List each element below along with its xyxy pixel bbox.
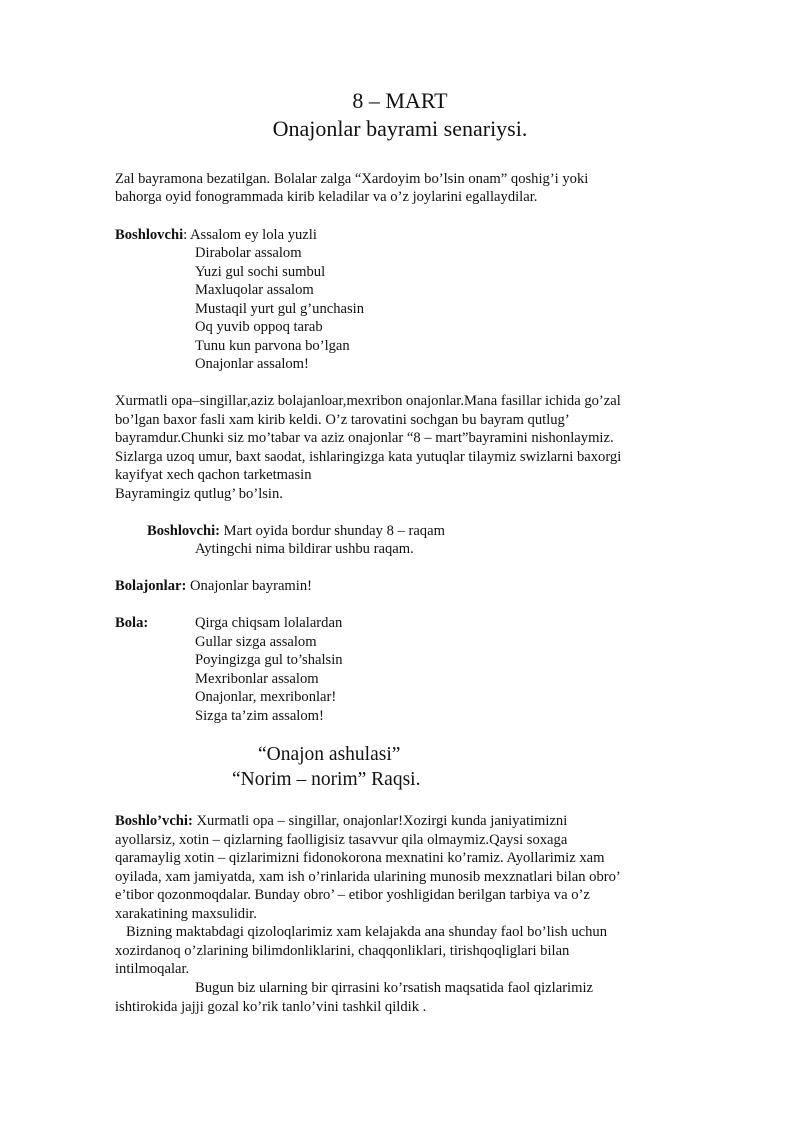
- song-title: “Onajon ashulasi”: [258, 744, 401, 765]
- poem2-speaker-label: Bola:: [115, 615, 149, 631]
- poem1-speaker: Boshlovchi: [115, 227, 184, 243]
- children-text: Onajonlar bayramin!: [186, 578, 312, 594]
- speech2-line: e’tibor qozonmoqdalar. Bunday obro’ – etibor yoshligidan berilgan tarbiya va o’z: [115, 887, 590, 903]
- poem1-line: Oq yuvib oppoq tarab: [195, 319, 323, 335]
- dialog-line-2: Aytingchi nima bildirar ushbu raqam.: [195, 541, 414, 557]
- poem2-line: Qirga chiqsam lolalardan: [195, 615, 343, 631]
- speech2-para2-line: Bugun biz ularning bir qirrasini ko’rsatish maqsatida faol qizlarimiz: [195, 980, 593, 996]
- children-speaker: Bolajonlar:: [115, 578, 187, 594]
- poem2-line: Sizga ta’zim assalom!: [195, 708, 324, 724]
- dance-title: “Norim – norim” Raqsi.: [232, 769, 421, 790]
- speech1-line: Xurmatli opa–singillar,aziz bolajanloar,mexribon onajonlar.Mana fasillar ichida go’zal: [115, 393, 621, 409]
- poem2-line: Poyingizga gul to’shalsin: [195, 652, 343, 668]
- poem2-speaker: [115, 615, 148, 632]
- speech2-speaker: Boshlo’vchi:: [115, 813, 193, 829]
- dialog-speaker: Boshlovchi:: [147, 523, 220, 539]
- speech2-para2-line: ishtirokida jajji gozal ko’rik tanlo’vini tashkil qildik .: [115, 999, 427, 1015]
- poem1-line: Dirabolar assalom: [195, 245, 302, 261]
- poem1-first-line: [115, 227, 317, 244]
- poem1-line: Tunu kun parvona bo’lgan: [195, 338, 350, 354]
- speech2-first-line: [115, 813, 567, 830]
- document-subtitle: Onajonlar bayrami senariysi.: [272, 116, 528, 141]
- speech1-line: bayramdur.Chunki siz mo’tabar va aziz onajonlar “8 – mart”bayramini nishonlaymiz.: [115, 430, 614, 446]
- poem1-line-0: : Assalom ey lola yuzli: [183, 227, 317, 243]
- speech2-line: oyilada, xam jamiyatda, xam ish o’rinlarida ularining munosib mexznatlari bilan obro’: [115, 869, 621, 885]
- speech2-line: xarakatining maxsulidir.: [115, 906, 257, 922]
- speech2-line: ayollarsiz, xotin – qizlarning faolligisiz tasavvur qila olmaymiz.Qaysi soxaga: [115, 832, 568, 848]
- speech1-line: kayifyat xech qachon tarketmasin: [115, 467, 312, 483]
- poem2-line: Gullar sizga assalom: [195, 634, 317, 650]
- dialog-first-line: [147, 523, 445, 540]
- document-title: 8 – MART: [352, 88, 448, 113]
- speech2-line: intilmoqalar.: [115, 961, 190, 977]
- speech2-line: Bizning maktabdagi qizoloqlarimiz xam kelajakda ana shunday faol bo’lish uchun: [115, 924, 607, 940]
- intro-line-2: bahorga oyid fonogrammada kirib keladilar va o’z joylarini egallaydilar.: [115, 189, 538, 205]
- speech1-line: bo’lgan baxor fasli xam kirib keldi. O’z tarovatini sochgan bu bayram qutlug’: [115, 412, 570, 428]
- poem1-line: Onajonlar assalom!: [195, 356, 309, 372]
- speech1-line: Sizlarga uzoq umur, baxt saodat, ishlaringizga kata yutuqlar tilaymiz swizlarni baxorgi: [115, 449, 622, 465]
- speech2-line: qaramaylig xotin – qizlarimizni fidonokorona mexnatini ko’ramiz. Ayollarimiz xam: [115, 850, 605, 866]
- speech1-line: Bayramingiz qutlug’ bo’lsin.: [115, 486, 283, 502]
- children-line: [115, 578, 312, 595]
- poem2-line: Mexribonlar assalom: [195, 671, 319, 687]
- poem2-line: Onajonlar, mexribonlar!: [195, 689, 337, 705]
- poem1-line: Mustaqil yurt gul g’unchasin: [195, 301, 365, 317]
- speech2-line: xozirdanoq o’zlarining bilimdonliklarini, chaqqonliklari, tirishqoqliglari bilan: [115, 943, 570, 959]
- poem1-line: Yuzi gul sochi sumbul: [195, 264, 326, 280]
- dialog-line-1: Mart oyida bordur shunday 8 – raqam: [219, 523, 445, 539]
- speech2-line-0: Xurmatli opa – singillar, onajonlar!Xozirgi kunda janiyatimizni: [192, 813, 568, 829]
- intro-line-1: Zal bayramona bezatilgan. Bolalar zalga “Xardoyim bo’lsin onam” qoshig’i yoki: [115, 171, 589, 187]
- poem1-line: Maxluqolar assalom: [195, 282, 314, 298]
